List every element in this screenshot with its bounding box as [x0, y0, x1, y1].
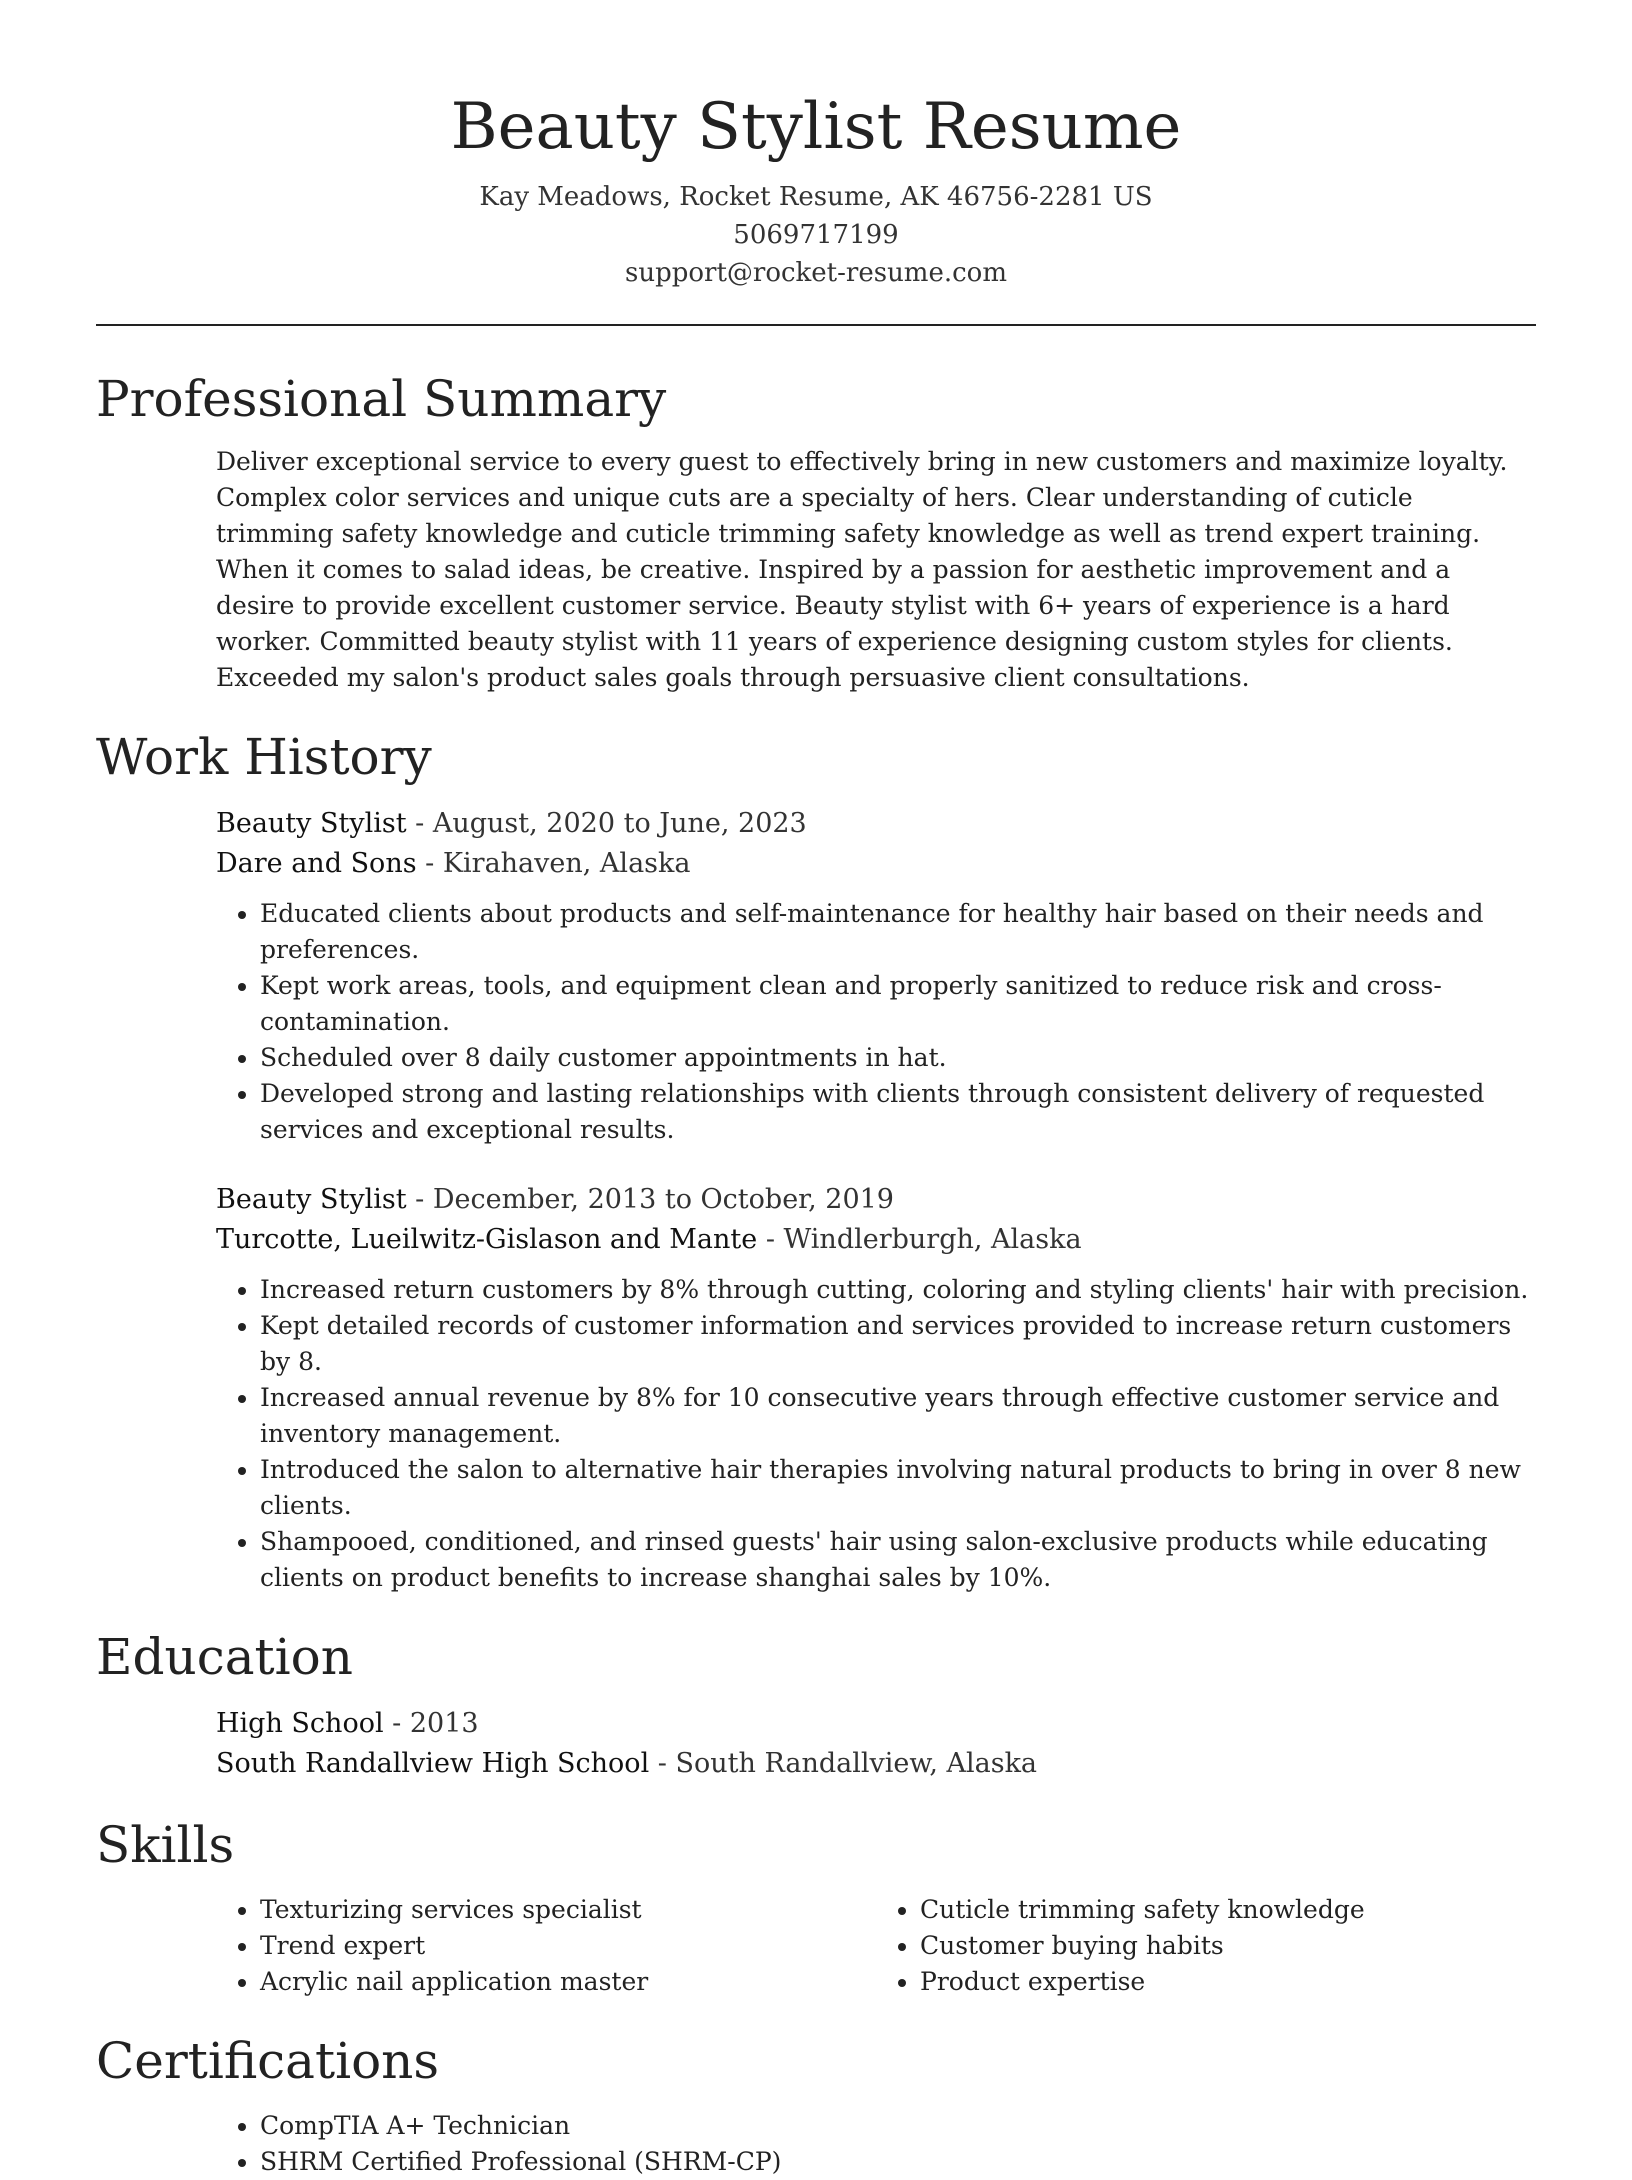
certifications-list — [216, 2108, 1536, 2180]
certifications-heading: Certifications — [96, 2032, 440, 2090]
education-degree-line — [216, 1704, 1536, 1744]
education-school: South Randallview High School — [216, 1748, 650, 1779]
skill-item: • Acrylic nail application master — [260, 1964, 876, 2000]
job-bullet: • Kept work areas, tools, and equipment clean and properly sanitized to reduce risk and cross-contamination. — [260, 968, 1536, 1040]
education-heading: Education — [96, 1628, 353, 1686]
job-company-line — [216, 844, 1536, 884]
job-bullet: • Shampooed, conditioned, and rinsed guests' hair using salon-exclusive products while educating clients on product benefits to increase shanghai sales by 10%. — [260, 1524, 1536, 1596]
job-bullet: • Developed strong and lasting relationships with clients through consistent delivery of requested services and exceptional results. — [260, 1076, 1536, 1148]
job-entry — [216, 1180, 1536, 1596]
skills-right-column — [876, 1892, 1536, 2000]
certifications-section — [96, 2028, 1536, 2180]
skill-item: • Texturizing services specialist — [260, 1892, 876, 1928]
summary-text: Deliver exceptional service to every guest to effectively bring in new customers and maximize loyalty. Complex color services and unique cuts are a specialty of hers. Clear understanding of cuticle trimming safety knowledge and cuticle trimming safety knowledge as well as trend expert training. When it comes to salad ideas, be creative. Inspired by a passion for aesthetic improvement and a desire to provide excellent customer service. Beauty stylist with 6+ years of experience is a hard worker. Committed beauty stylist with 11 years of experience designing custom styles for clients. Exceeded my salon's product sales goals through persuasive client consultations. — [216, 447, 1508, 692]
header-divider — [96, 324, 1536, 326]
job-title: Beauty Stylist — [216, 1184, 407, 1215]
job-bullet: • Increased annual revenue by 8% for 10 consecutive years through effective customer service and inventory management. — [260, 1380, 1536, 1452]
job-dates: - August, 2020 to June, 2023 — [406, 808, 807, 839]
job-bullet: • Kept detailed records of customer information and services provided to increase return customers by 8. — [260, 1308, 1536, 1380]
education-location: - South Randallview, Alaska — [649, 1748, 1038, 1779]
skills-section — [96, 1812, 1536, 2000]
job-title-line — [216, 1180, 1536, 1220]
skill-item: • Product expertise — [920, 1964, 1536, 2000]
skills-heading: Skills — [96, 1816, 235, 1874]
summary-heading: Professional Summary — [96, 370, 667, 428]
job-company: Turcotte, Lueilwitz-Gislason and Mante — [216, 1224, 758, 1255]
job-location: - Windlerburgh, Alaska — [757, 1224, 1082, 1255]
contact-address: Kay Meadows, Rocket Resume, AK 46756-2281 US — [479, 182, 1153, 212]
contact-phone: 5069717199 — [733, 220, 899, 250]
job-entry — [216, 804, 1536, 1148]
summary-section — [96, 366, 1536, 696]
education-year: - 2013 — [383, 1708, 479, 1739]
education-degree: High School — [216, 1708, 384, 1739]
education-school-line — [216, 1744, 1536, 1784]
skill-item: • Trend expert — [260, 1928, 876, 1964]
job-dates: - December, 2013 to October, 2019 — [406, 1184, 894, 1215]
job-bullet: • Introduced the salon to alternative hair therapies involving natural products to bring in over 8 new clients. — [260, 1452, 1536, 1524]
job-company-line — [216, 1220, 1536, 1260]
certification-item: • CompTIA A+ Technician — [260, 2108, 1536, 2144]
skill-item: • Customer buying habits — [920, 1928, 1536, 1964]
job-bullet: • Scheduled over 8 daily customer appointments in hat. — [260, 1040, 1536, 1076]
job-bullets — [216, 1272, 1536, 1596]
resume-header — [96, 0, 1536, 292]
work-history-section — [96, 724, 1536, 1596]
skills-left-column — [216, 1892, 876, 2000]
job-title: Beauty Stylist — [216, 808, 407, 839]
job-bullet: • Educated clients about products and self-maintenance for healthy hair based on their needs and preferences. — [260, 896, 1536, 968]
job-bullets — [216, 896, 1536, 1148]
job-company: Dare and Sons — [216, 848, 417, 879]
job-location: - Kirahaven, Alaska — [416, 848, 691, 879]
skill-item: • Cuticle trimming safety knowledge — [920, 1892, 1536, 1928]
job-bullet: • Increased return customers by 8% through cutting, coloring and styling clients' hair with precision. — [260, 1272, 1536, 1308]
job-title-line — [216, 804, 1536, 844]
certification-item: • SHRM Certified Professional (SHRM-CP) — [260, 2144, 1536, 2180]
skills-grid — [216, 1892, 1536, 2000]
contact-block — [96, 178, 1536, 292]
work-history-heading: Work History — [96, 728, 432, 786]
page-title: Beauty Stylist Resume — [450, 90, 1182, 164]
contact-email: support@rocket-resume.com — [624, 258, 1007, 288]
education-section — [96, 1624, 1536, 1784]
